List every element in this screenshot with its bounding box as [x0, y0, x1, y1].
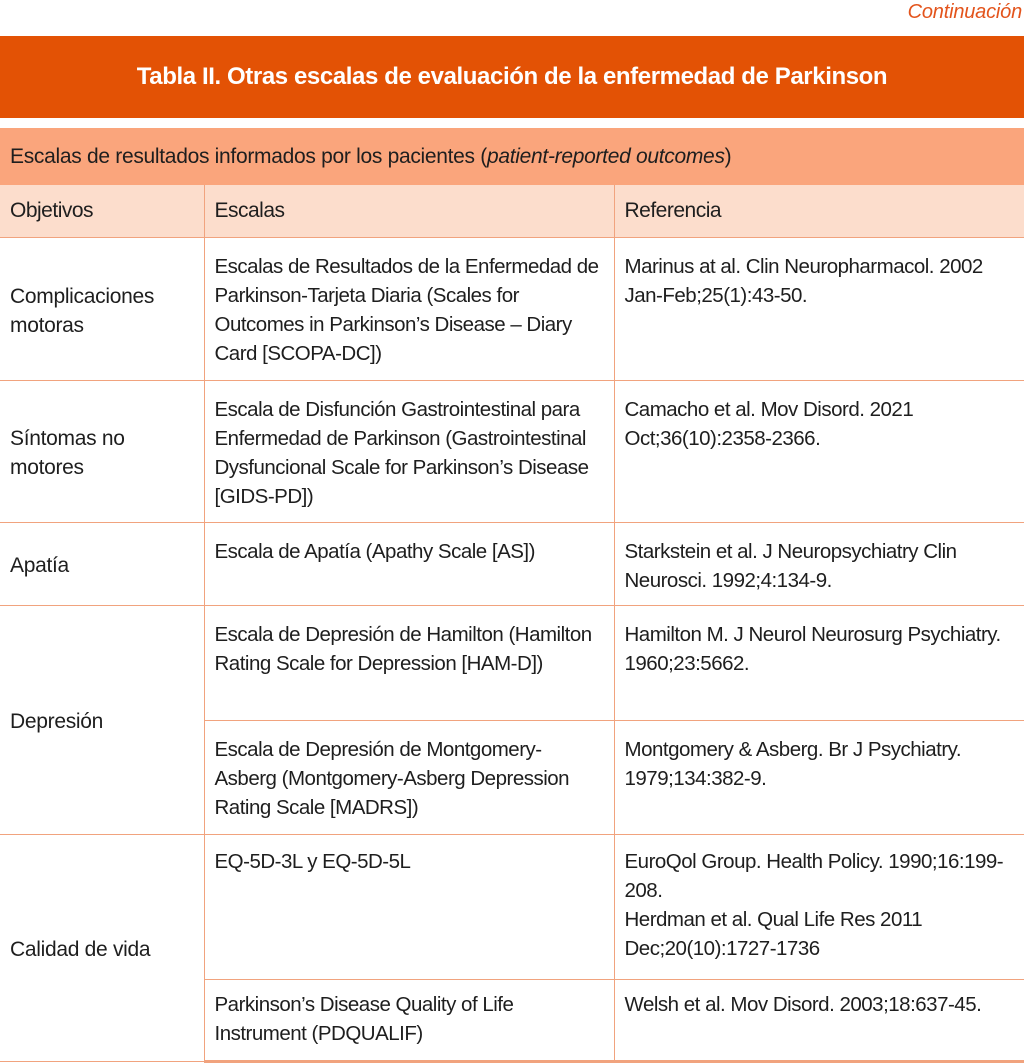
- table-row: [0, 834, 1024, 979]
- section-heading-italic: patient-reported outcomes: [487, 144, 725, 168]
- reference-line: EuroQol Group. Health Policy. 1990;16:199-208.: [624, 849, 1004, 902]
- section-heading-close: ): [724, 144, 732, 168]
- continuation-label: Continuación: [907, 1, 1022, 23]
- reference-cell: Montgomery & Asberg. Br J Psychiatry. 1979;134:382-9.: [614, 720, 1024, 834]
- objective-cell: Síntomas no motores: [0, 380, 204, 522]
- reference-cell: Starkstein et al. J Neuropsychiatry Clin Neurosci. 1992;4:134-9.: [614, 522, 1024, 605]
- section-heading: [0, 128, 1024, 185]
- objective-cell: Complicaciones motoras: [0, 237, 204, 380]
- table-row: [0, 380, 1024, 522]
- reference-cell: [614, 834, 1024, 979]
- objective-cell: Apatía: [0, 522, 204, 605]
- column-header-referencia: Referencia: [614, 185, 1024, 237]
- scale-cell: EQ-5D-3L y EQ-5D-5L: [204, 834, 614, 979]
- table-row: [0, 605, 1024, 720]
- reference-cell: Camacho et al. Mov Disord. 2021 Oct;36(10):2358-2366.: [614, 380, 1024, 522]
- scale-cell: Escala de Depresión de Montgomery-Asberg (Montgomery-Asberg Depression Rating Scale [MADRS]): [204, 720, 614, 834]
- scale-cell: Escala de Disfunción Gastrointestinal para Enfermedad de Parkinson (Gastrointestinal Dysfuncional Scale for Parkinson’s Disease [GIDS-PD]): [204, 380, 614, 522]
- table-title-bar: [0, 36, 1024, 118]
- table-title: Tabla II. Otras escalas de evaluación de la enfermedad de Parkinson: [136, 63, 888, 90]
- table-row: [0, 522, 1024, 605]
- column-header-objetivos: Objetivos: [0, 185, 204, 237]
- reference-cell: Marinus at al. Clin Neuropharmacol. 2002 Jan-Feb;25(1):43-50.: [614, 237, 1024, 380]
- section-heading-text: Escalas de resultados informados por los pacientes (: [10, 144, 487, 168]
- reference-cell: Welsh et al. Mov Disord. 2003;18:637-45.: [614, 979, 1024, 1061]
- objective-cell: Calidad de vida: [0, 834, 204, 1061]
- scales-table: [0, 185, 1024, 1063]
- reference-line: Herdman et al. Qual Life Res 2011 Dec;20(10):1727-1736: [624, 907, 923, 960]
- scale-cell: Escala de Apatía (Apathy Scale [AS]): [204, 522, 614, 605]
- scale-cell: Escalas de Resultados de la Enfermedad de Parkinson-Tarjeta Diaria (Scales for Outcomes in Parkinson’s Disease – Diary Card [SCOPA-DC]): [204, 237, 614, 380]
- table-row: [0, 237, 1024, 380]
- scale-cell: Parkinson’s Disease Quality of Life Instrument (PDQUALIF): [204, 979, 614, 1061]
- scale-cell: Escala de Depresión de Hamilton (Hamilton Rating Scale for Depression [HAM-D]): [204, 605, 614, 720]
- reference-cell: Hamilton M. J Neurol Neurosurg Psychiatry. 1960;23:5662.: [614, 605, 1024, 720]
- objective-cell: Depresión: [0, 605, 204, 834]
- column-header-escalas: Escalas: [204, 185, 614, 237]
- table-header-row: [0, 185, 1024, 237]
